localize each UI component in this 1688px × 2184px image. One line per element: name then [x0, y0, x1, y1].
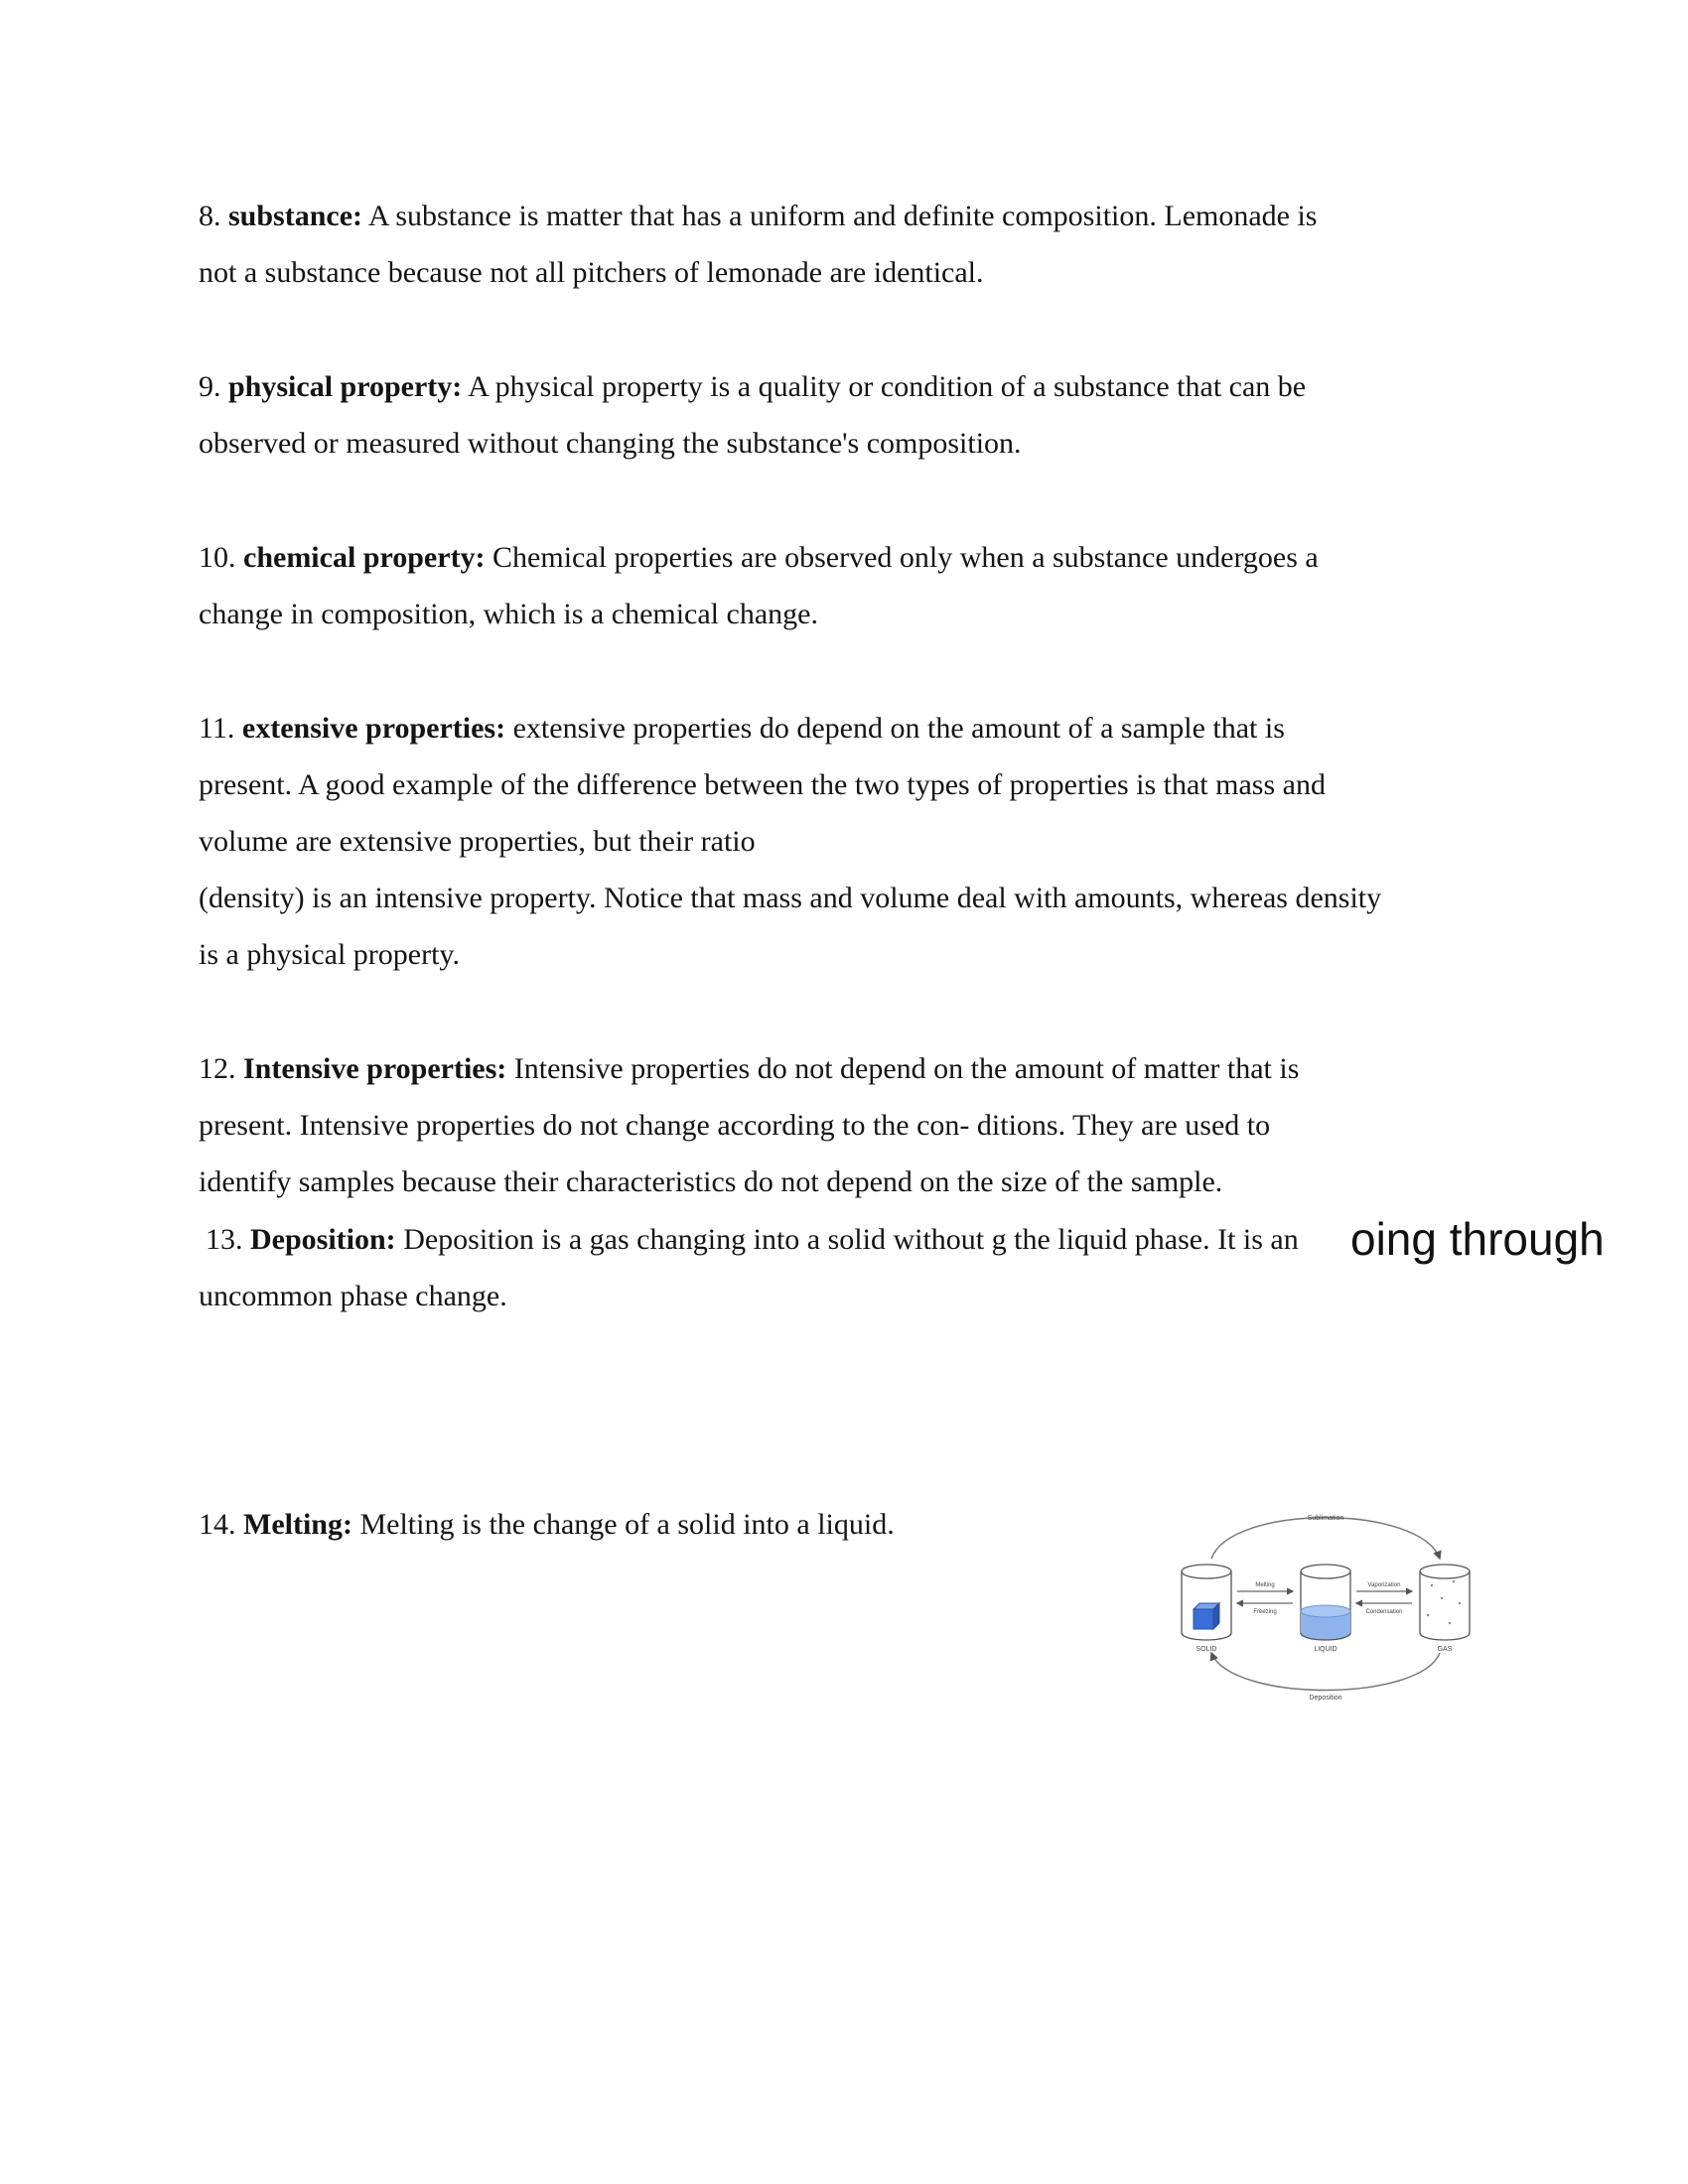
freezing-label: Freezing: [1253, 1609, 1277, 1615]
definition-line: change in composition, which is a chemical change.: [199, 598, 818, 630]
term-number: 8.: [199, 200, 221, 232]
definition-intensive-properties: [199, 1040, 1509, 1210]
term-name: Intensive properties:: [243, 1052, 507, 1085]
definition-line: [199, 1211, 1509, 1268]
definition-line: identify samples because their characteristics do not depend on the size of the sample.: [199, 1165, 1223, 1198]
gas-label: GAS: [1437, 1646, 1453, 1653]
definition-line: not a substance because not all pitchers of lemonade are identical.: [199, 256, 984, 289]
gas-container: [1420, 1565, 1470, 1640]
definition-line: present. Intensive properties do not change according to the con- ditions. They are used to: [199, 1109, 1271, 1142]
deposition-label: Deposition: [1309, 1695, 1342, 1702]
phase-change-diagram: [1172, 1504, 1479, 1703]
definition-line: [199, 358, 1509, 415]
solid-cube: [1194, 1609, 1213, 1629]
definition-text: A physical property is a quality or condition of a substance that can be: [468, 370, 1307, 403]
definition-deposition: [199, 1211, 1509, 1324]
overlay-text: oing through: [1350, 1213, 1605, 1265]
definition-text: Melting is the change of a solid into a liquid.: [359, 1508, 895, 1541]
definition-text: Intensive properties do not depend on the amount of matter that is: [513, 1052, 1300, 1085]
definition-line: volume are extensive properties, but their ratio: [199, 825, 756, 858]
term-name: Melting:: [243, 1508, 352, 1541]
definition-text: extensive properties do depend on the amount of a sample that is: [512, 712, 1285, 745]
term-name: physical property:: [228, 370, 463, 403]
definition-chemical-property: [199, 529, 1509, 642]
term-name: Deposition:: [250, 1223, 396, 1256]
condensation-label: Condensation: [1365, 1609, 1403, 1615]
definition-line: is a physical property.: [199, 938, 460, 971]
definition-line: uncommon phase change.: [199, 1280, 507, 1312]
liquid-container: [1301, 1565, 1350, 1640]
definition-line: [199, 529, 1509, 586]
definition-line: present. A good example of the difference between the two types of properties is that mass and: [199, 768, 1326, 801]
definition-substance: [199, 188, 1509, 301]
definition-line: observed or measured without changing the substance's composition.: [199, 427, 1022, 460]
sublimation-arrow: [1211, 1518, 1440, 1559]
melting-label: Melting: [1255, 1582, 1275, 1588]
term-number: 10.: [199, 541, 236, 574]
term-number: 11.: [199, 712, 235, 745]
definition-physical-property: [199, 358, 1509, 472]
definition-text: Chemical properties are observed only when a substance undergoes a: [492, 541, 1319, 574]
term-number: 9.: [199, 370, 221, 403]
definition-extensive-properties: [199, 700, 1509, 983]
term-number: 14.: [199, 1508, 236, 1541]
liquid-label: LIQUID: [1314, 1646, 1337, 1653]
sublimation-label: Sublimation: [1307, 1515, 1344, 1522]
definition-line: (density) is an intensive property. Notice that mass and volume deal with amounts, whereas density: [199, 882, 1382, 914]
definition-line: [199, 1040, 1509, 1097]
deposition-arrow: [1211, 1653, 1440, 1691]
solid-label: SOLID: [1196, 1646, 1217, 1653]
term-name: substance:: [228, 200, 363, 232]
term-number: 13.: [206, 1223, 243, 1256]
definition-text: Deposition is a gas changing into a solid without g the liquid phase. It is an: [403, 1223, 1299, 1256]
term-name: extensive properties:: [241, 712, 506, 745]
definition-text: A substance is matter that has a uniform and definite composition. Lemonade is: [367, 200, 1318, 232]
solid-container: [1182, 1565, 1231, 1640]
term-name: chemical property:: [243, 541, 486, 574]
vaporization-label: Vaporization: [1367, 1582, 1401, 1588]
definition-line: [199, 700, 1509, 756]
definition-line: [199, 188, 1509, 244]
term-number: 12.: [199, 1052, 236, 1085]
